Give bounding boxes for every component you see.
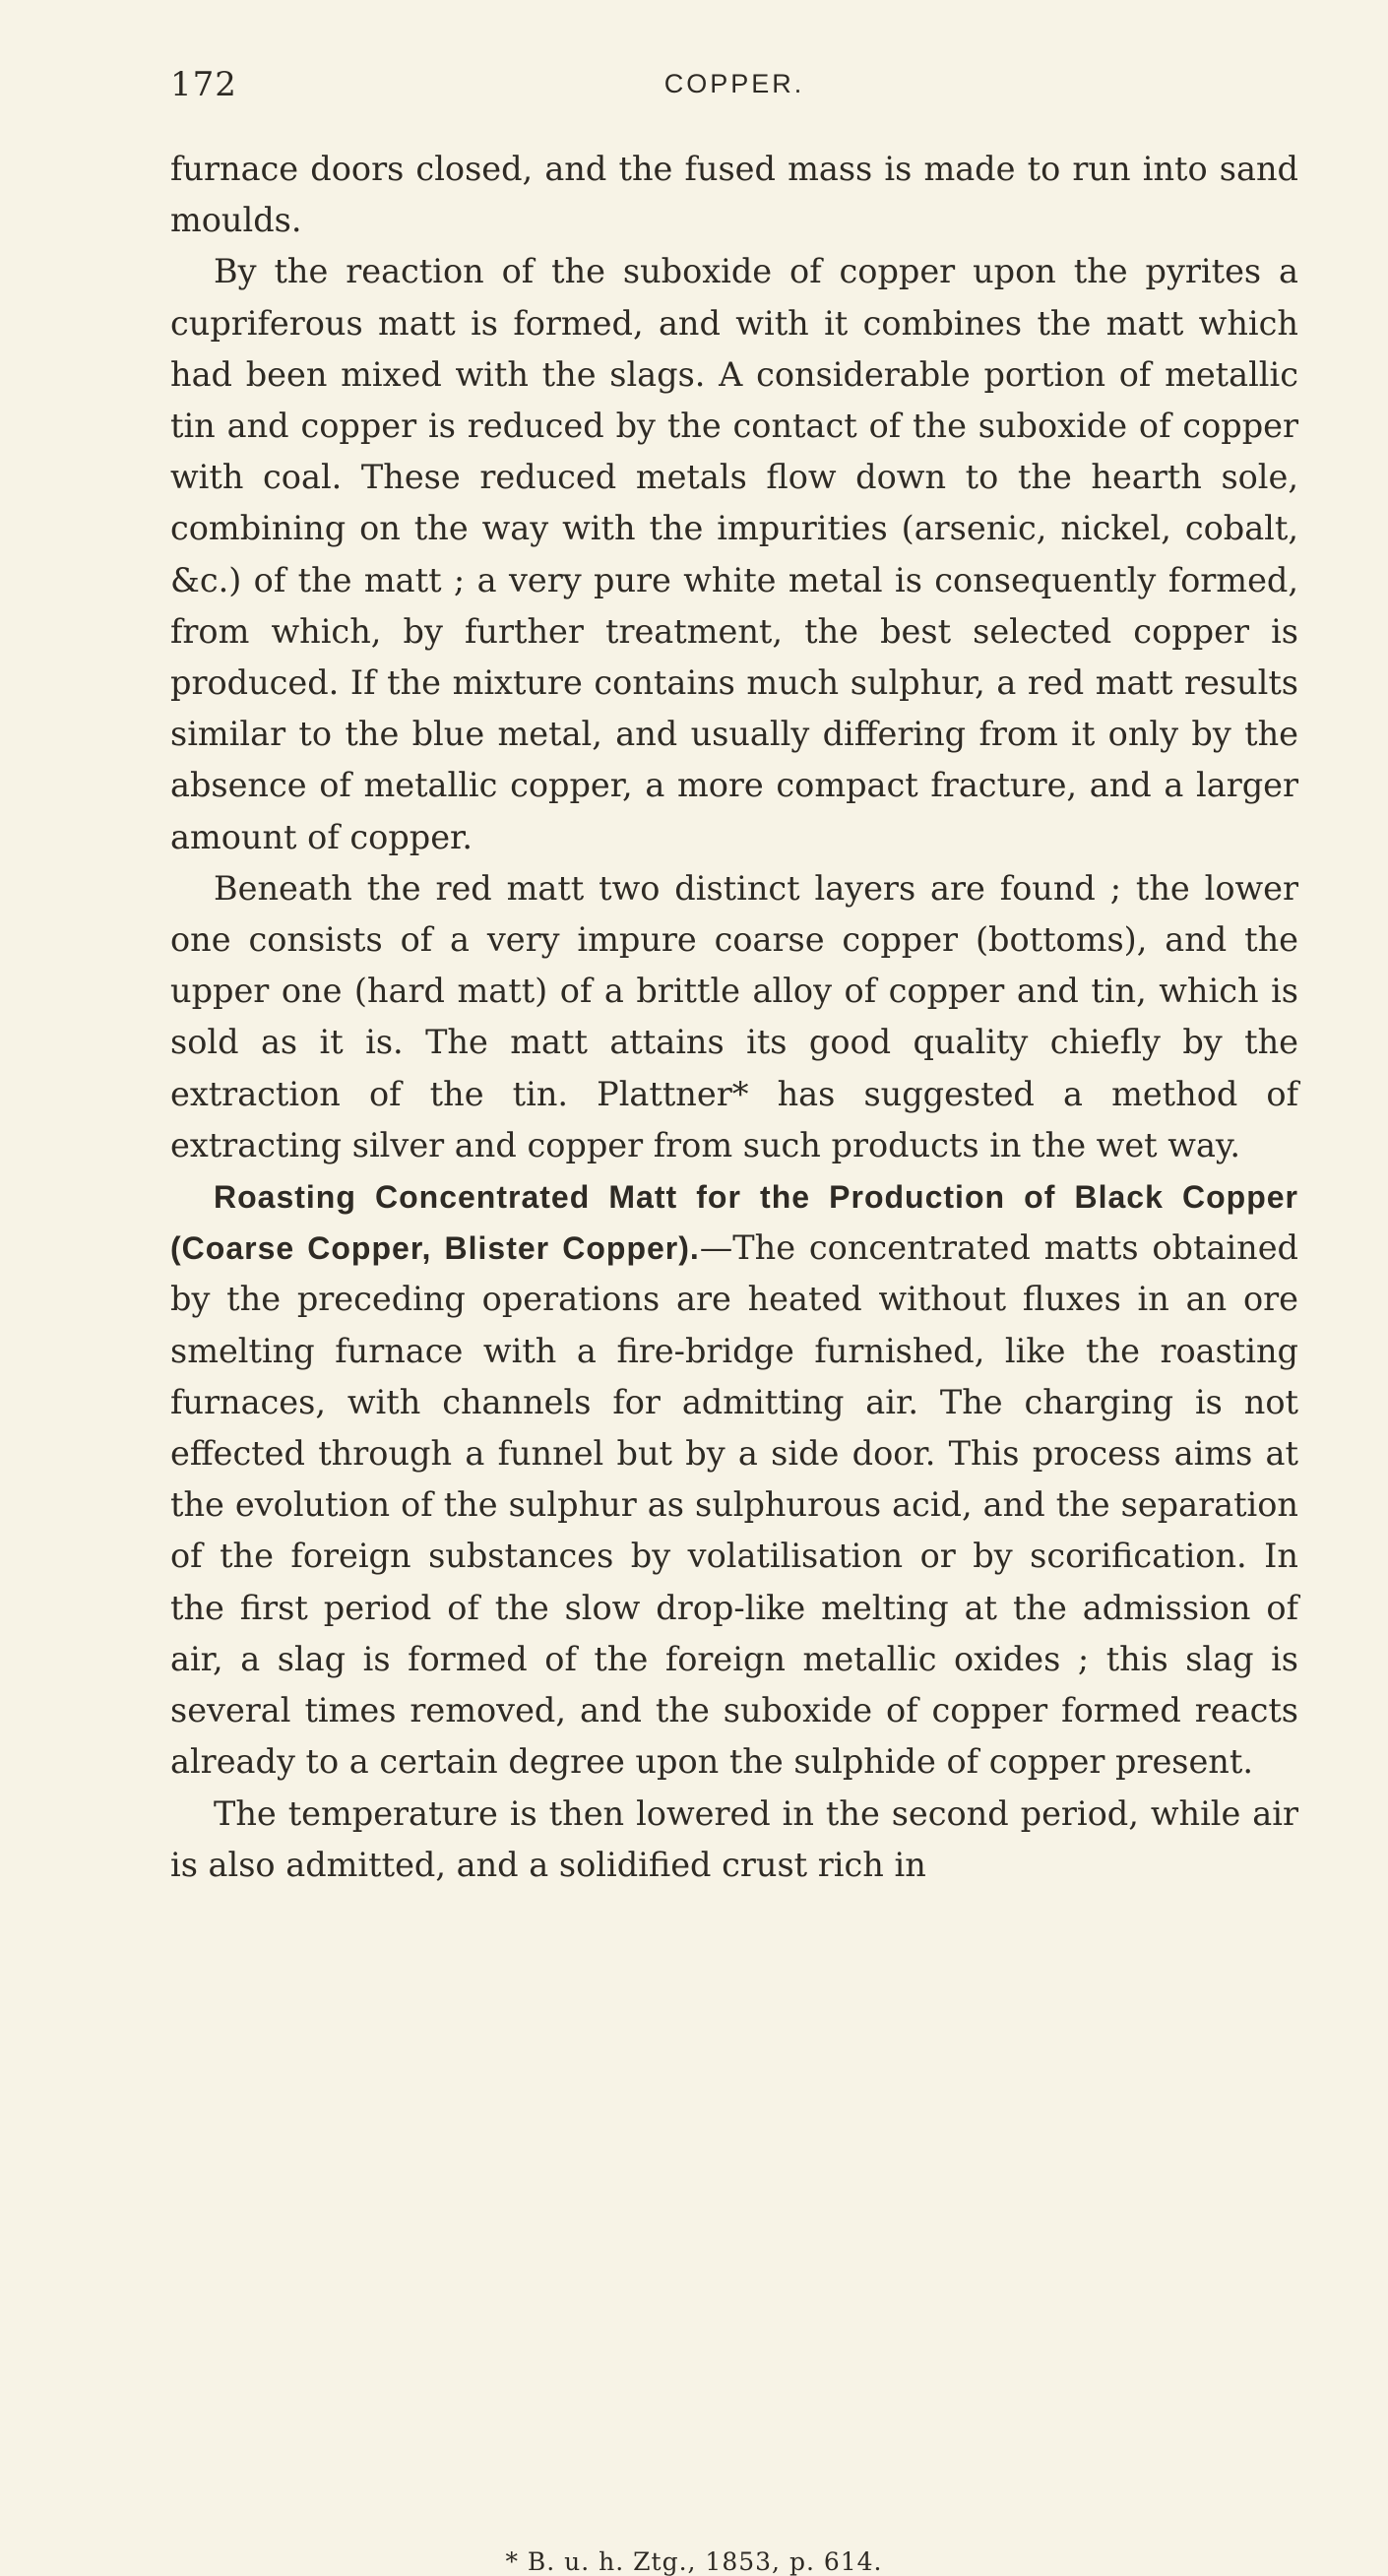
section-paragraph: [170, 1171, 1298, 1788]
page-number: 172: [170, 65, 237, 104]
section-text: —The concentrated matts obtained by the preceding operations are heated without fluxes in an ore smelting furnace with a fire-bridge furnished, like the roasting furnaces, with channels for admitting air. The charging is not effected through a funnel but by a side door. This process aims at the evolution of the sulphur as sulphurous acid, and the separation of the foreign substances by volatilisation or by scorification. In the first period of the slow drop-like melting at the admission of air, a slag is formed of the foreign metallic oxides ; this slag is several times removed, and the suboxide of copper formed reacts already to a certain degree upon the sulphide of copper present.: [170, 1228, 1298, 1782]
running-head: COPPER.: [663, 69, 805, 98]
paragraph: By the reaction of the suboxide of copper upon the pyrites a cupriferous matt is formed, and with it combines the matt which had been mixed with the slags. A considerable portion of metallic tin and copper is reduced by the contact of the suboxide of copper with coal. These reduced metals flow down to the hearth sole, combining on the way with the impurities (arsenic, nickel, cobalt, &c.) of the matt ; a very pure white metal is consequently formed, from which, by further treatment, the best selected copper is produced. If the mixture contains much sulphur, a red matt results similar to the blue metal, and usually differing from it only by the absence of metallic copper, a more compact fracture, and a larger amount of copper.: [170, 252, 1298, 856]
section-heading: Roasting Concentrated Matt for the Production of Black Copper (Coarse Copper, Blister Copper).: [170, 1179, 1298, 1267]
paragraph: Beneath the red matt two distinct layers are found ; the lower one consists of a very impure coarse copper (bottoms), and the upper one (hard matt) of a brittle alloy of copper and tin, which is sold as it is. The matt attains its good quality chiefly by the extraction of the tin. Plattner* has suggested a method of extracting silver and copper from such products in the wet way.: [170, 868, 1298, 1164]
page-header: [170, 65, 1298, 114]
footnote: * B. u. h. Ztg., 1853, p. 614.: [505, 2547, 883, 2576]
paragraph-continued: furnace doors closed, and the fused mass is made to run into sand moulds.: [170, 150, 1298, 240]
paragraph: The temperature is then lowered in the second period, while air is also admitted, and a solidified crust rich in: [170, 1793, 1298, 1884]
body-text: [170, 144, 1298, 1891]
